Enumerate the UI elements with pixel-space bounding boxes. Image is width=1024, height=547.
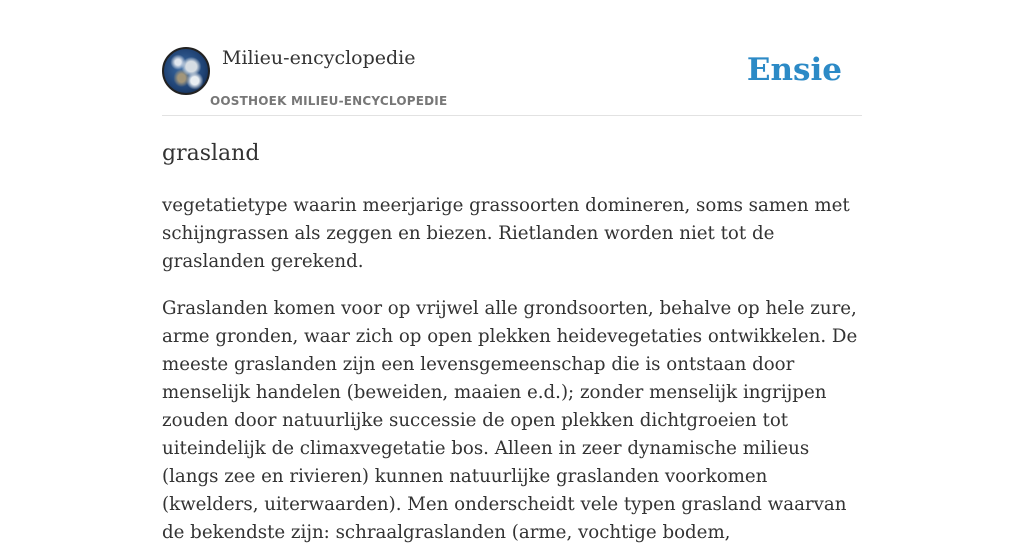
entry-title: grasland [162, 141, 260, 166]
page [162, 0, 862, 543]
entry-paragraph: Graslanden komen voor op vrijwel alle grondsoorten, behalve op hele zure, arme gronden, waar zich op open plekken heidevegetaties ontwikkelen. De meeste graslanden zijn een levensgemeenschap die is ontstaan door menselijk handelen (beweiden, maaien e.d.); zonder menselijk ingrijpen zouden door natuurlijke successie de open plekken dichtgroeien tot uiteindelijk de climaxvegetatie bos. Alleen in zeer dynamische milieus (langs zee en rivieren) kunnen natuurlijke graslanden voorkomen (kwelders, uiterwaarden). Men onderscheidt vele typen grasland waarvan de bekendste zijn: schraalgraslanden (arme, vochtige bodem, [162, 298, 858, 543]
site-header [162, 0, 862, 116]
earth-globe-icon[interactable] [162, 47, 210, 95]
entry-paragraph: vegetatietype waarin meerjarige grassoorten domineren, soms samen met schijngrassen als zeggen en biezen. Rietlanden worden niet tot de graslanden gerekend. [162, 195, 850, 272]
ensie-logo[interactable]: Ensie [746, 52, 842, 88]
site-subtitle[interactable]: OOSTHOEK MILIEU-ENCYCLOPEDIE [210, 94, 448, 108]
site-title[interactable]: Milieu-encyclopedie [222, 47, 416, 69]
